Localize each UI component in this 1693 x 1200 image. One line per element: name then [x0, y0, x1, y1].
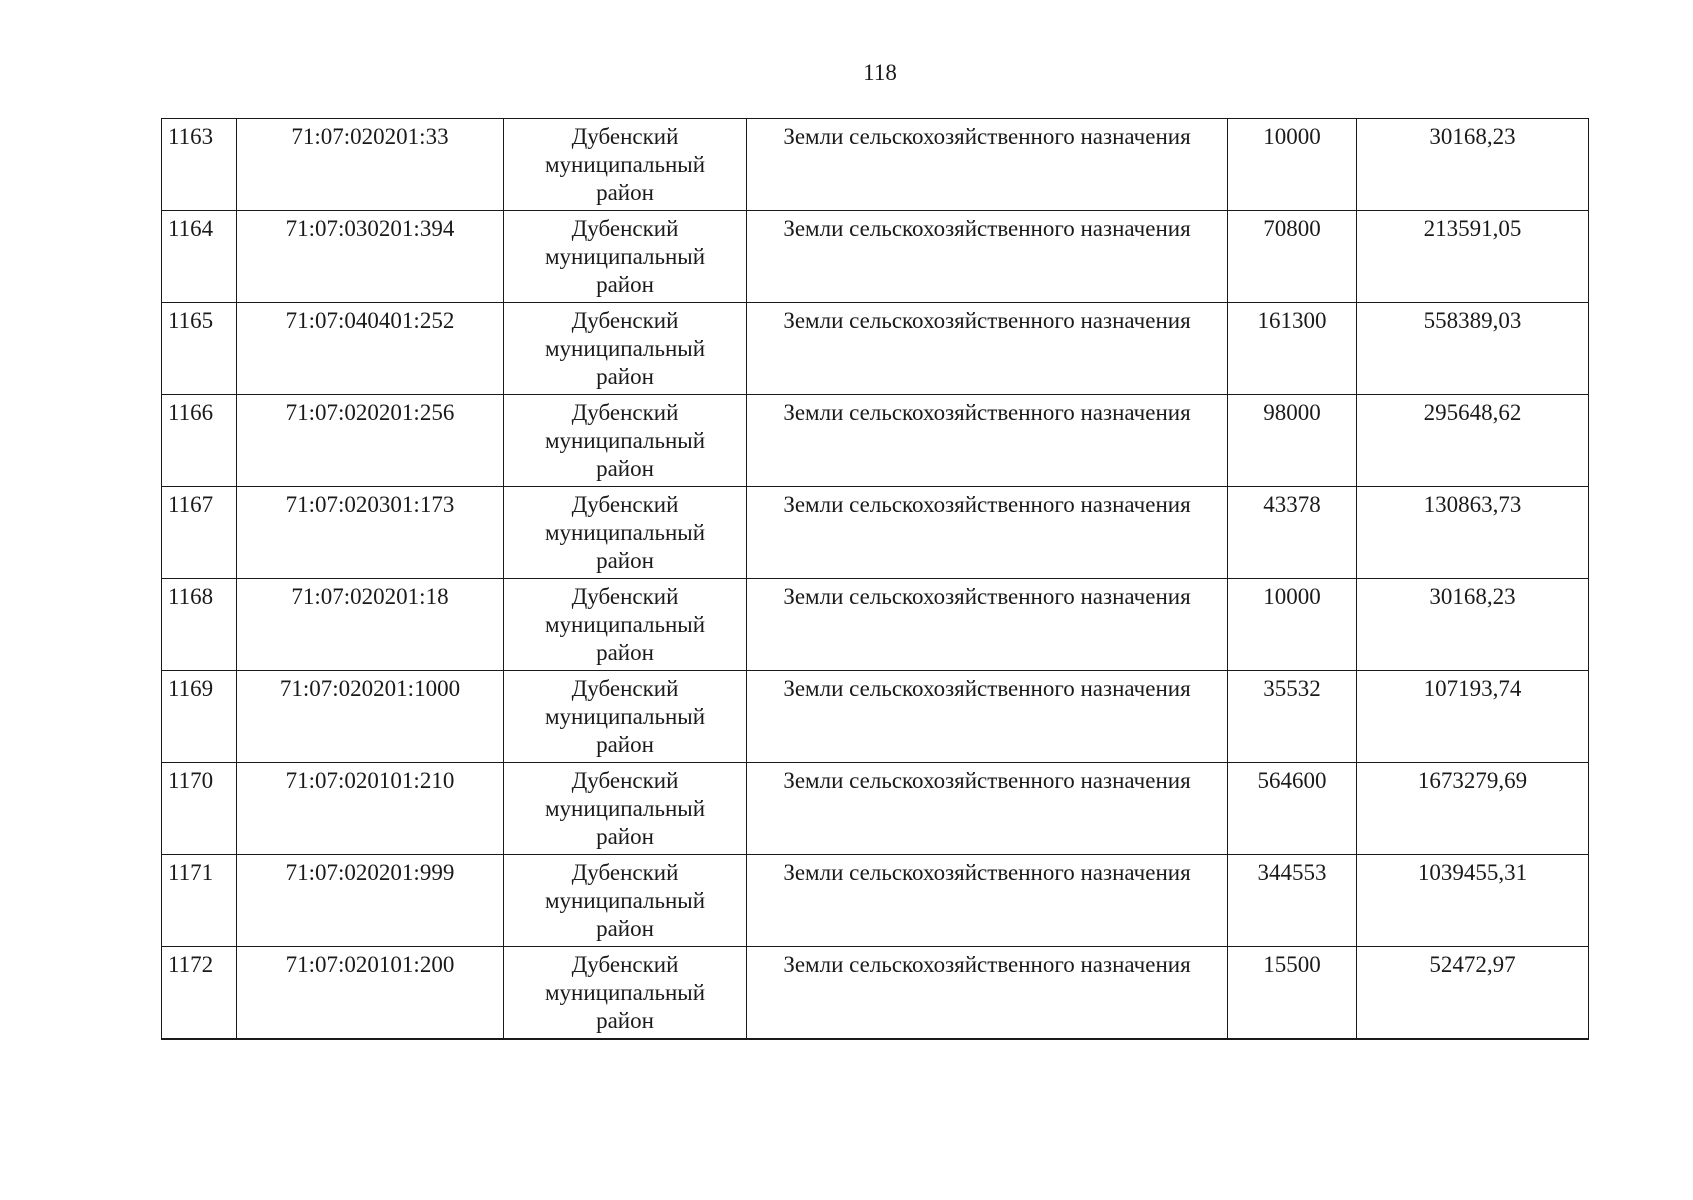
table-row — [162, 579, 1589, 671]
table-row — [162, 671, 1589, 763]
row-number-cell: 1171 — [162, 855, 237, 947]
district-cell — [504, 763, 747, 855]
district-line: район — [596, 824, 654, 849]
area-cell: 43378 — [1228, 487, 1357, 579]
row-number-cell: 1170 — [162, 763, 237, 855]
area-cell: 35532 — [1228, 671, 1357, 763]
area-cell: 70800 — [1228, 211, 1357, 303]
table-row — [162, 947, 1589, 1039]
land-category-cell: Земли сельскохозяйственного назначения — [747, 119, 1228, 211]
cadastral-number-cell: 71:07:020101:210 — [237, 763, 504, 855]
table-body — [162, 119, 1589, 1039]
table-row — [162, 855, 1589, 947]
district-line: Дубенский — [571, 400, 679, 425]
area-cell: 98000 — [1228, 395, 1357, 487]
row-number-cell: 1167 — [162, 487, 237, 579]
district-cell — [504, 395, 747, 487]
district-line: Дубенский — [571, 676, 679, 701]
area-cell: 15500 — [1228, 947, 1357, 1039]
page-number: 118 — [863, 60, 897, 85]
district-line: Дубенский — [571, 308, 679, 333]
district-cell — [504, 671, 747, 763]
district-line: район — [596, 732, 654, 757]
cadastral-value-cell: 30168,23 — [1357, 119, 1589, 211]
district-line: муниципальный — [544, 888, 706, 913]
district-cell — [504, 119, 747, 211]
cadastral-value-cell: 1673279,69 — [1357, 763, 1589, 855]
table-row — [162, 763, 1589, 855]
cadastral-number-cell: 71:07:020201:18 — [237, 579, 504, 671]
row-number-cell: 1166 — [162, 395, 237, 487]
district-line: Дубенский — [571, 768, 679, 793]
land-category-cell: Земли сельскохозяйственного назначения — [747, 395, 1228, 487]
cadastral-number-cell: 71:07:020301:173 — [237, 487, 504, 579]
row-number-cell: 1169 — [162, 671, 237, 763]
row-number-cell: 1163 — [162, 119, 237, 211]
district-line: Дубенский — [571, 124, 679, 149]
area-cell: 161300 — [1228, 303, 1357, 395]
district-line: район — [596, 1008, 654, 1033]
cadastral-number-cell: 71:07:020201:999 — [237, 855, 504, 947]
table-row — [162, 395, 1589, 487]
row-number-cell: 1164 — [162, 211, 237, 303]
district-line: район — [596, 916, 654, 941]
district-cell — [504, 211, 747, 303]
table-row — [162, 303, 1589, 395]
cadastral-value-cell: 295648,62 — [1357, 395, 1589, 487]
cadastral-number-cell: 71:07:040401:252 — [237, 303, 504, 395]
cadastral-value-cell: 1039455,31 — [1357, 855, 1589, 947]
table-row — [162, 119, 1589, 211]
land-category-cell: Земли сельскохозяйственного назначения — [747, 947, 1228, 1039]
cadastral-number-cell: 71:07:020201:256 — [237, 395, 504, 487]
cadastral-value-cell: 558389,03 — [1357, 303, 1589, 395]
district-line: муниципальный — [544, 796, 706, 821]
district-cell — [504, 947, 747, 1039]
area-cell: 10000 — [1228, 579, 1357, 671]
cadastral-value-cell: 130863,73 — [1357, 487, 1589, 579]
district-line: муниципальный — [544, 612, 706, 637]
district-line: Дубенский — [571, 952, 679, 977]
district-line: муниципальный — [544, 520, 706, 545]
district-line: район — [596, 272, 654, 297]
district-line: район — [596, 180, 654, 205]
cadastral-value-cell: 30168,23 — [1357, 579, 1589, 671]
row-number-cell: 1165 — [162, 303, 237, 395]
district-line: Дубенский — [571, 216, 679, 241]
district-cell — [504, 487, 747, 579]
district-line: муниципальный — [544, 336, 706, 361]
land-category-cell: Земли сельскохозяйственного назначения — [747, 763, 1228, 855]
district-line: Дубенский — [571, 860, 679, 885]
cadastral-number-cell: 71:07:030201:394 — [237, 211, 504, 303]
district-line: муниципальный — [544, 244, 706, 269]
table-row — [162, 487, 1589, 579]
cadastral-value-cell: 52472,97 — [1357, 947, 1589, 1039]
district-line: район — [596, 640, 654, 665]
district-line: муниципальный — [544, 980, 706, 1005]
district-line: муниципальный — [544, 152, 706, 177]
district-line: район — [596, 548, 654, 573]
district-line: район — [596, 364, 654, 389]
district-line: Дубенский — [571, 584, 679, 609]
land-category-cell: Земли сельскохозяйственного назначения — [747, 211, 1228, 303]
row-number-cell: 1168 — [162, 579, 237, 671]
area-cell: 564600 — [1228, 763, 1357, 855]
cadastral-value-cell: 213591,05 — [1357, 211, 1589, 303]
cadastral-value-cell: 107193,74 — [1357, 671, 1589, 763]
cadastral-number-cell: 71:07:020101:200 — [237, 947, 504, 1039]
row-number-cell: 1172 — [162, 947, 237, 1039]
land-category-cell: Земли сельскохозяйственного назначения — [747, 671, 1228, 763]
district-cell — [504, 303, 747, 395]
cadastral-number-cell: 71:07:020201:33 — [237, 119, 504, 211]
cadastral-number-cell: 71:07:020201:1000 — [237, 671, 504, 763]
district-line: муниципальный — [544, 428, 706, 453]
table-row — [162, 211, 1589, 303]
land-category-cell: Земли сельскохозяйственного назначения — [747, 303, 1228, 395]
district-line: район — [596, 456, 654, 481]
land-category-cell: Земли сельскохозяйственного назначения — [747, 487, 1228, 579]
district-line: Дубенский — [571, 492, 679, 517]
land-category-cell: Земли сельскохозяйственного назначения — [747, 855, 1228, 947]
district-line: муниципальный — [544, 704, 706, 729]
land-registry-table — [161, 118, 1589, 1040]
land-category-cell: Земли сельскохозяйственного назначения — [747, 579, 1228, 671]
district-cell — [504, 579, 747, 671]
area-cell: 344553 — [1228, 855, 1357, 947]
district-cell — [504, 855, 747, 947]
area-cell: 10000 — [1228, 119, 1357, 211]
